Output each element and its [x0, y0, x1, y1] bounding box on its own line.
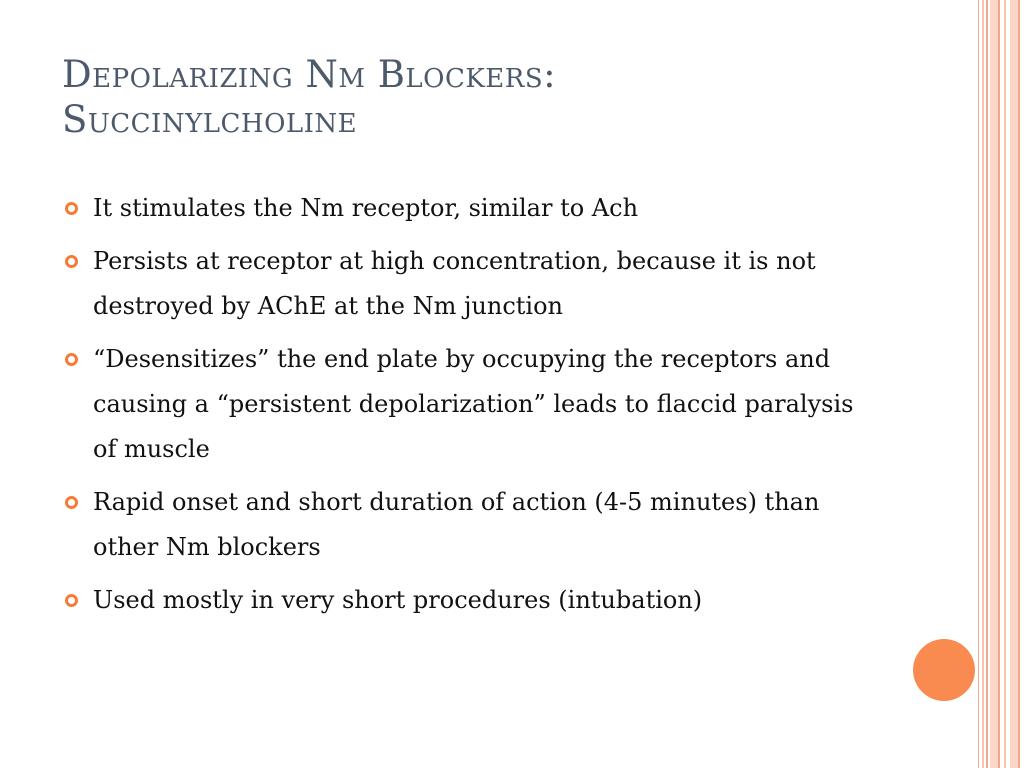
ring-bullet-icon: [65, 202, 78, 215]
slide-title: [62, 52, 922, 142]
ring-bullet-icon: [65, 353, 78, 366]
bullet-item: [62, 480, 872, 570]
bullet-text: “Desensitizes” the end plate by occupying the receptors and causing a “persistent depolarization” leads to flaccid paralysis of muscle: [93, 345, 854, 463]
bullet-text: Rapid onset and short duration of action (4-5 minutes) than other Nm blockers: [93, 488, 820, 561]
edge-stripe: [978, 0, 979, 768]
bullet-list: [62, 186, 872, 631]
ring-bullet-icon: [65, 496, 78, 509]
title-line-2: Succinylcholine: [62, 98, 358, 141]
edge-stripe: [998, 0, 1000, 768]
ring-bullet-icon: [65, 594, 78, 607]
bullet-text: Used mostly in very short procedures (intubation): [93, 586, 703, 614]
bullet-text: Persists at receptor at high concentration, because it is not destroyed by AChE at the Nm junction: [93, 247, 816, 320]
bullet-item: [62, 337, 872, 472]
bullet-item: [62, 578, 872, 623]
edge-stripe: [986, 0, 988, 768]
edge-stripe: [1010, 0, 1018, 768]
bullet-item: [62, 186, 872, 231]
title-line-1: Depolarizing Nm Blockers:: [62, 53, 557, 96]
edge-stripe: [1018, 0, 1020, 768]
decorative-circle: [913, 639, 975, 701]
edge-stripe: [990, 0, 998, 768]
ring-bullet-icon: [65, 255, 78, 268]
bullet-text: It stimulates the Nm receptor, similar to Ach: [93, 194, 639, 222]
edge-stripe: [1004, 0, 1006, 768]
bullet-item: [62, 239, 872, 329]
edge-stripe: [982, 0, 984, 768]
